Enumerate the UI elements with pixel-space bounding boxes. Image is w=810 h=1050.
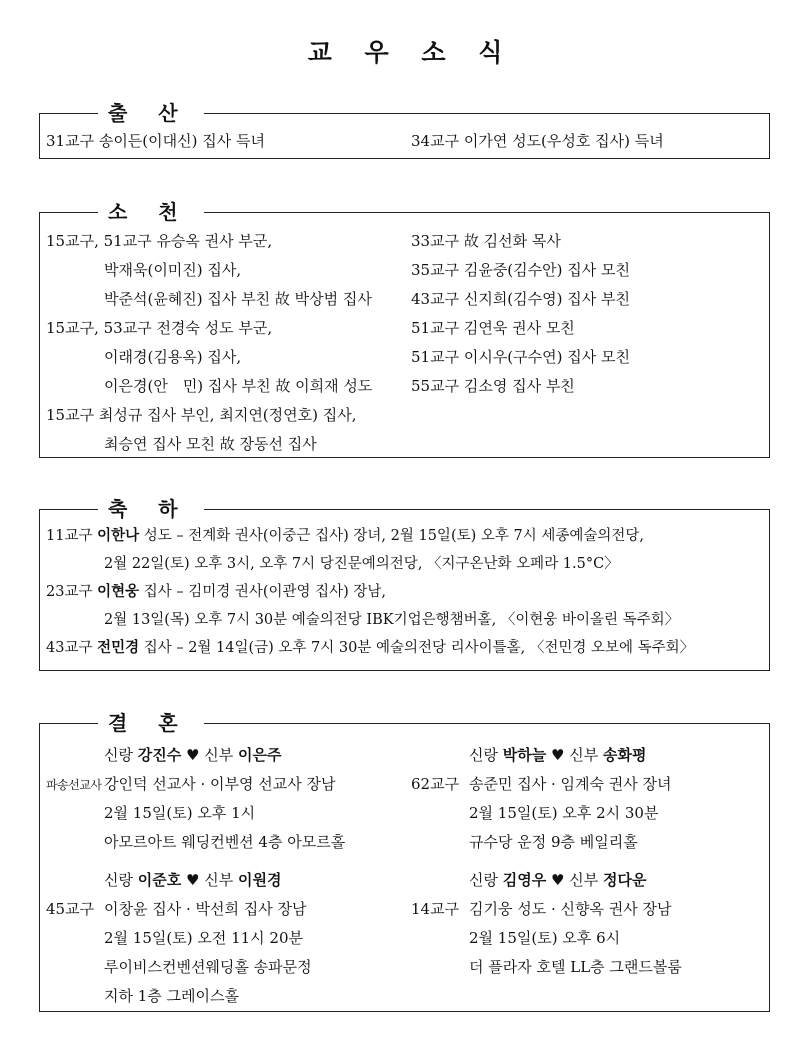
funeral-right-column: [411, 227, 630, 401]
venue-line: 더 플라자 호텔 LL층 그랜드볼룸: [469, 958, 682, 976]
funeral-left-column: [46, 227, 372, 459]
funeral-line: 최승연 집사 모친 故 장동선 집사: [104, 435, 317, 453]
funeral-line: 51교구 김연욱 권사 모친: [411, 319, 575, 337]
venue-line: 규수당 운정 9층 베일리홀: [469, 833, 638, 851]
venue-line: 지하 1층 그레이스홀: [104, 987, 240, 1005]
funeral-line: 15교구, 53교구 전경숙 성도 부군,: [46, 319, 273, 337]
congrats-line: 2월 22일(토) 오후 3시, 오후 7시 당진문예의전당, 〈지구온난화 오페라 1.5°C〉: [104, 556, 619, 572]
congrats-section: [39, 497, 770, 671]
heart-icon: ♥: [551, 746, 565, 764]
datetime-line: 2월 15일(토) 오후 2시 30분: [469, 804, 659, 822]
couple-line: 신랑 박하늘 ♥ 신부 송화평: [469, 746, 647, 764]
funeral-line: 박재욱(이미진) 집사,: [104, 261, 242, 279]
wedding-card: [46, 741, 345, 857]
funeral-line: 이래경(김용옥) 집사,: [104, 348, 242, 366]
wedding-card: [411, 866, 682, 982]
datetime-line: 2월 15일(토) 오후 1시: [104, 804, 256, 822]
congrats-heading: 축 하: [98, 496, 204, 522]
birth-item: 34교구 이가연 성도(우성호 집사) 득녀: [411, 132, 664, 150]
parents-line: 45교구 이창윤 집사 · 박선희 집사 장남: [46, 895, 312, 924]
funeral-line: 15교구 최성규 집사 부인, 최지연(정연호) 집사,: [46, 406, 357, 424]
funeral-line: 박준석(윤혜진) 집사 부친 故 박상범 집사: [104, 290, 372, 308]
congrats-line: 2월 13일(목) 오후 7시 30분 예술의전당 IBK기업은행챔버홀, 〈이현웅 바이올린 독주회〉: [104, 612, 680, 628]
parents-line: 62교구 송준민 집사 · 임계숙 권사 장녀: [411, 770, 672, 799]
venue-line: 아모르아트 웨딩컨벤션 4층 아모르홀: [104, 833, 346, 851]
congrats-line: 43교구 전민경 집사 – 2월 14일(금) 오후 7시 30분 예술의전당 리사이틀홀, 〈전민경 오보에 독주회〉: [46, 639, 695, 656]
wedding-card: [411, 741, 672, 857]
funeral-line: 55교구 김소영 집사 부친: [411, 377, 575, 395]
couple-line: 신랑 강진수 ♥ 신부 이은주: [104, 746, 282, 764]
couple-line: 신랑 이준호 ♥ 신부 이원경: [104, 871, 282, 889]
funeral-line: 15교구, 51교구 유승옥 권사 부군,: [46, 232, 273, 250]
funeral-line: 51교구 이시우(구수연) 집사 모친: [411, 348, 630, 366]
funeral-section: [39, 200, 770, 458]
venue-line: 루이비스컨벤션웨딩홀 송파문정: [104, 958, 312, 976]
funeral-line: 33교구 故 김선화 목사: [411, 232, 561, 250]
parish-label: 파송선교사: [46, 778, 102, 792]
parents-line: 14교구 김기웅 성도 · 신향옥 권사 장남: [411, 895, 682, 924]
datetime-line: 2월 15일(토) 오후 6시: [469, 929, 621, 947]
birth-section: [39, 101, 770, 159]
page-title: 교 우 소 식: [307, 38, 515, 67]
couple-line: 신랑 김영우 ♥ 신부 정다운: [469, 871, 647, 889]
birth-item: 31교구 송이든(이대신) 집사 득녀: [46, 132, 265, 150]
wedding-section: [39, 711, 770, 1012]
wedding-card: [46, 866, 312, 1011]
parish-label: 14교구: [411, 900, 460, 918]
datetime-line: 2월 15일(토) 오전 11시 20분: [104, 929, 304, 947]
congrats-line: 23교구 이현웅 집사 – 김미경 권사(이관영 집사) 장남,: [46, 583, 387, 600]
funeral-line: 35교구 김윤중(김수안) 집사 모친: [411, 261, 630, 279]
parish-label: 62교구: [411, 775, 460, 793]
heart-icon: ♥: [551, 871, 565, 889]
congrats-person: 이현웅: [97, 583, 140, 600]
congrats-line: 11교구 이한나 성도 – 전계화 권사(이중근 집사) 장녀, 2월 15일(토) 오후 7시 세종예술의전당,: [46, 527, 644, 544]
funeral-heading: 소 천: [98, 199, 204, 225]
funeral-line: 이은경(안 민) 집사 부친 故 이희재 성도: [104, 377, 373, 395]
parish-label: 45교구: [46, 900, 95, 918]
wedding-heading: 결 혼: [98, 710, 204, 736]
congrats-person: 이한나: [97, 527, 140, 544]
congrats-person: 전민경: [97, 639, 140, 656]
parents-line: 파송선교사 강인덕 선교사 · 이부영 선교사 장남: [46, 770, 345, 799]
heart-icon: ♥: [186, 746, 200, 764]
birth-heading: 출 산: [98, 100, 204, 126]
funeral-line: 43교구 신지희(김수영) 집사 부친: [411, 290, 630, 308]
heart-icon: ♥: [186, 871, 200, 889]
